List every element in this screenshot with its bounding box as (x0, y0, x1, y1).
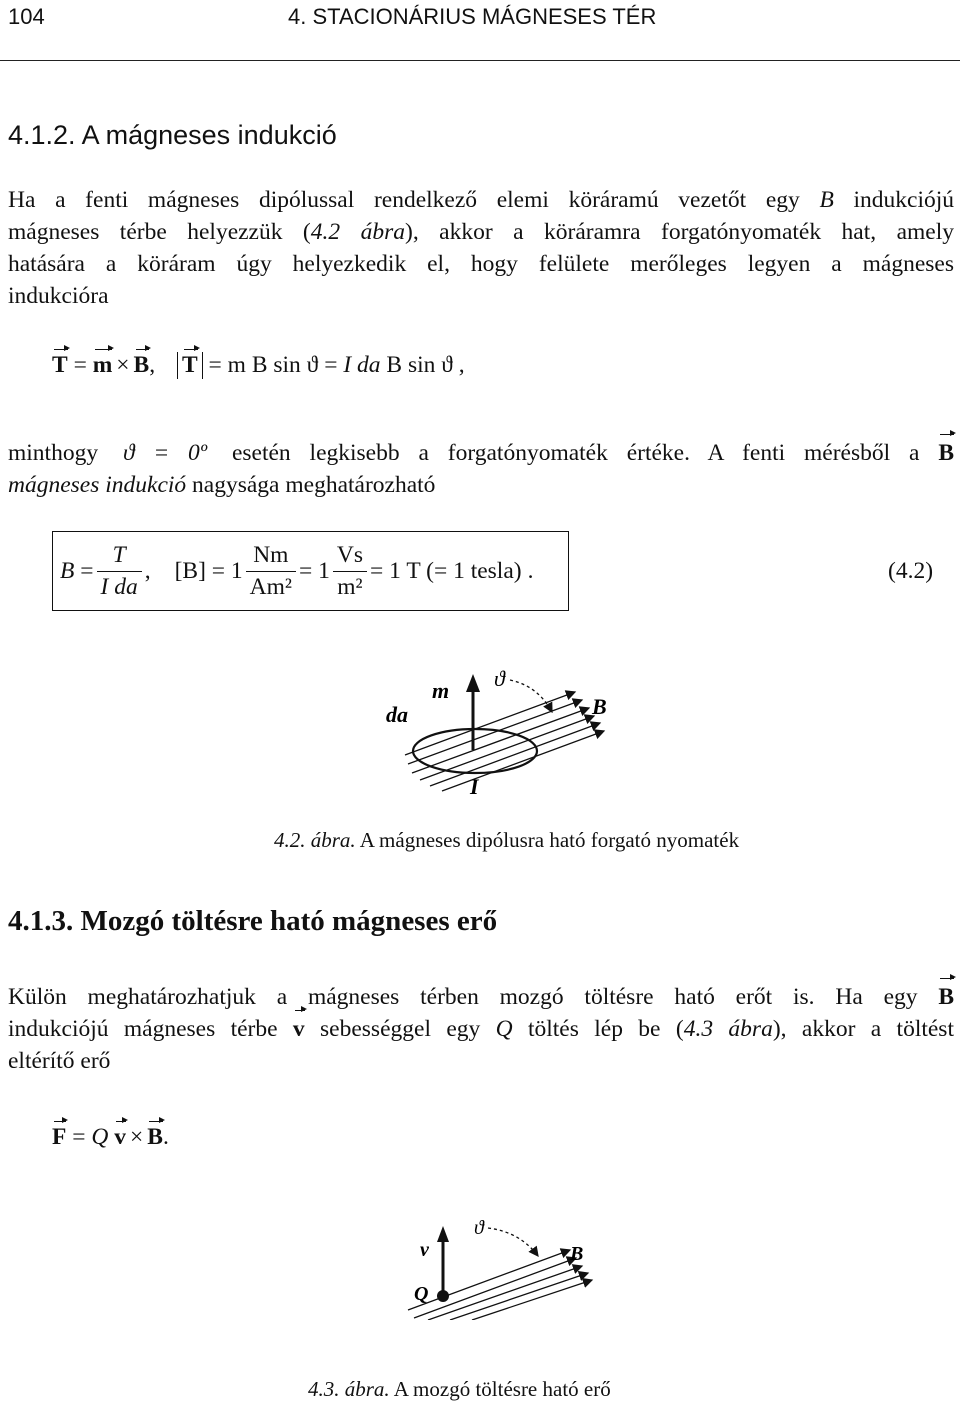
fraction: $\frac{Nm}{\text{Am²}}$ (246, 542, 296, 601)
running-header: 4. STACIONÁRIUS MÁGNESES TÉR (288, 4, 657, 29)
tesla-equation: B = $\frac{T}{\text{I da}}$ , [B] = 1 $\frac{Nm}{\text{Am²}}$ = 1 $\frac{Vs}{\text{m²}}$ = 1 T (= 1 tesla) . (60, 541, 534, 600)
para-line: Ha a fenti mágneses dipólussal rendelkező elemi köráramú vezetőt egy B indukciójú (8, 187, 955, 213)
page-number: 104 (8, 4, 45, 29)
charge-dot (437, 1290, 449, 1302)
paragraph-412-intro (8, 184, 954, 312)
para-line: indukciójú mágneses térbe v sebességgel egy Q töltés lép be (4.3 ábra), akkor a töltést (8, 1013, 954, 1045)
equation-number: (4.2) (888, 558, 934, 584)
para-line: minthogy ϑ = 0º esetén legkisebb a forgatónyomaték értéke. A fenti mérésből a B (8, 437, 954, 469)
figure-caption-4-2: 4.2. ábra. A mágneses dipólusra ható forgató nyomaték (274, 828, 740, 852)
label-da: da (386, 702, 408, 727)
paragraph-413-intro (8, 981, 954, 1077)
para-line: mágneses indukció nagysága meghatározható (8, 472, 436, 498)
label-theta: ϑ (474, 1217, 484, 1239)
fraction: $\frac{T}{\text{I da}}$ (97, 542, 142, 601)
section-heading-412: 4.1.2. A mágneses indukció (8, 120, 337, 150)
para-line: mágneses térbe helyezzük (4.2 ábra), akkor a köráramra forgatónyomaték hat, amely (8, 219, 955, 245)
current-loop (413, 729, 537, 773)
label-I: I (470, 774, 479, 799)
header-rule (0, 60, 960, 61)
para-line: Külön meghatározhatjuk a mágneses térben mozgó töltésre ható erőt is. Ha egy B (8, 981, 954, 1013)
label-v: v (420, 1239, 429, 1261)
figure-caption-4-3: 4.3. ábra. A mozgó töltésre ható erő (308, 1377, 611, 1401)
label-B: B (570, 1243, 584, 1265)
para-line: indukcióra (8, 283, 109, 309)
lorentz-force-equation: F = Q v × B. (52, 1124, 169, 1150)
angle-arc (488, 1228, 538, 1256)
label-theta: ϑ (494, 666, 505, 691)
fraction: $\frac{Vs}{\text{m²}}$ (333, 542, 367, 601)
section-heading-413: 4.1.3. Mozgó töltésre ható mágneses erő (8, 905, 498, 937)
paragraph-412-measure (8, 437, 954, 501)
field-lines (405, 692, 604, 791)
figure-4-2-dipole (370, 660, 630, 800)
angle-arc (510, 680, 552, 712)
label-m: m (432, 678, 450, 703)
para-line: eltérítő erő (8, 1048, 111, 1074)
figure-4-3-moving-charge (400, 1210, 610, 1320)
field-lines (408, 1250, 592, 1320)
label-B: B (592, 694, 607, 719)
torque-equation: T = m × B, T = m B sin ϑ = I da B sin ϑ , (52, 352, 465, 378)
label-Q: Q (414, 1283, 429, 1305)
para-line: hatására a köráram úgy helyezkedik el, hogy felülete merőleges legyen a mágneses (8, 251, 954, 277)
